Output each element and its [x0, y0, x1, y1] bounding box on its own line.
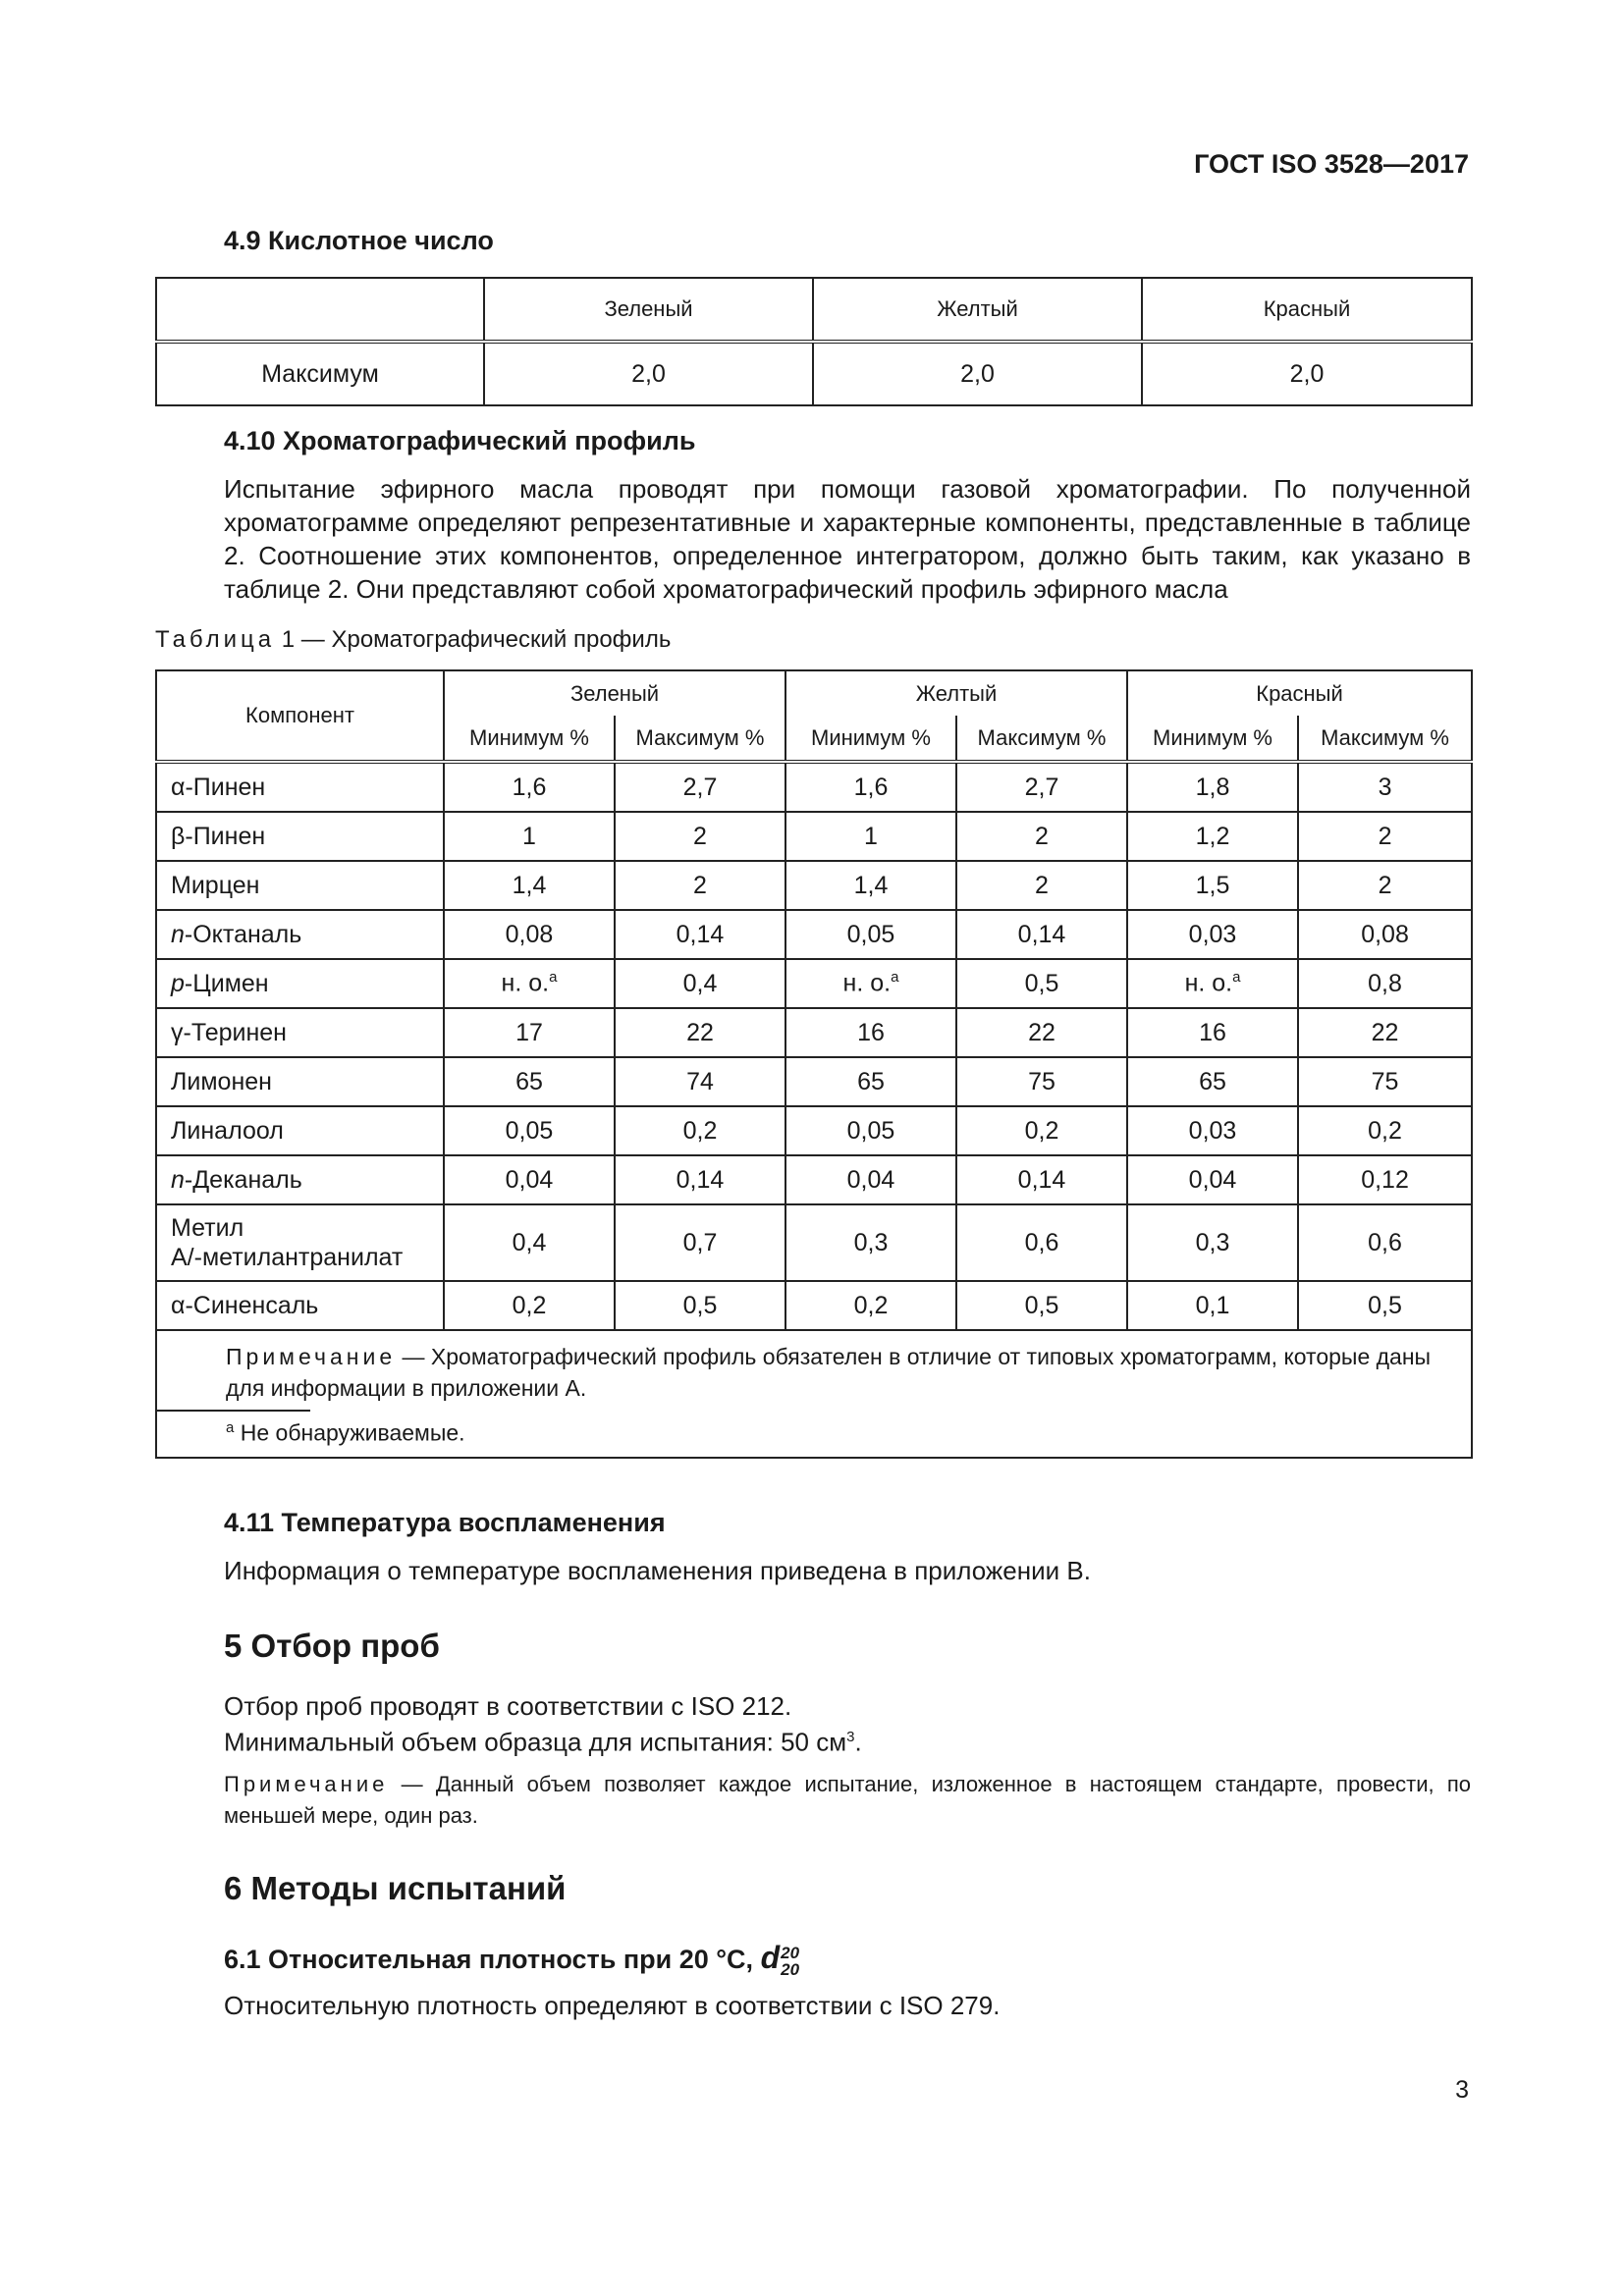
- table-cell: 0,04: [785, 1155, 956, 1204]
- table-cell: 0,12: [1298, 1155, 1472, 1204]
- note-text: — Хроматографический профиль обязателен в отличие от типовых хроматограмм, которые даны для информации в приложении А.: [226, 1344, 1432, 1401]
- note-text: — Данный объем позволяет каждое испытание, изложенное в настоящем стандарте, провести, по меньшей мере, один раз.: [224, 1772, 1471, 1828]
- section-6-title: 6 Методы испытаний: [224, 1870, 567, 1906]
- section-4-9-title: 4.9 Кислотное число: [224, 226, 494, 255]
- table-cell: 0,05: [785, 1106, 956, 1155]
- section-5-line-1: Отбор проб проводят в соответствии с ISO 212.: [224, 1691, 792, 1721]
- table-note-row: [156, 1330, 1472, 1412]
- table-cell: 1,6: [785, 762, 956, 812]
- table-cell: 65: [444, 1057, 615, 1106]
- group-header-red: Красный: [1127, 670, 1472, 716]
- table-cell: 0,03: [1127, 910, 1298, 959]
- note-label: Примечание: [224, 1772, 389, 1796]
- table-row: [156, 1281, 1472, 1330]
- table-cell: н. о.$^a$: [785, 959, 956, 1008]
- acid-number-table: [155, 277, 1473, 406]
- footnote-divider: [157, 1410, 310, 1412]
- table-cell: 2: [615, 861, 785, 910]
- table-cell: 2,0: [1142, 342, 1472, 405]
- table-footnote: [156, 1412, 1472, 1458]
- footnote-mark: a: [891, 969, 899, 987]
- table-cell: 2,7: [615, 762, 785, 812]
- name-prefix: n: [171, 920, 185, 948]
- group-header-green: Зеленый: [444, 670, 785, 716]
- table-row: [156, 861, 1472, 910]
- table-cell: 2: [1298, 812, 1472, 861]
- table-cell: 0,3: [785, 1204, 956, 1281]
- section-4-10-title: 4.10 Хроматографический профиль: [224, 426, 696, 455]
- name-line-1: Метил: [171, 1214, 244, 1242]
- table-cell: 0,14: [615, 910, 785, 959]
- table-header-cell: Красный: [1142, 278, 1472, 342]
- table-header-cell: Желтый: [813, 278, 1142, 342]
- footnote-text: Не обнаруживаемые.: [234, 1419, 465, 1446]
- footnote-mark: a: [549, 969, 558, 987]
- component-name: [156, 1155, 444, 1204]
- table-cell: 3: [1298, 762, 1472, 812]
- table-cell: 0,5: [956, 959, 1127, 1008]
- table-cell: 0,1: [1127, 1281, 1298, 1330]
- table-cell: 0,2: [444, 1281, 615, 1330]
- table-header-row: [156, 278, 1472, 342]
- table-footnote-row: [156, 1412, 1472, 1458]
- section-4-11-title: 4.11 Температура воспламенения: [224, 1508, 666, 1537]
- table-row: [156, 959, 1472, 1008]
- table-cell: 75: [1298, 1057, 1472, 1106]
- table-cell: 0,04: [1127, 1155, 1298, 1204]
- component-name: [156, 1204, 444, 1281]
- table-row: [156, 812, 1472, 861]
- name-prefix: p: [171, 969, 185, 997]
- table-header-row: [156, 670, 1472, 716]
- table-cell: 0,04: [444, 1155, 615, 1204]
- chromatographic-profile-table: [155, 669, 1473, 1459]
- document-id: ГОСТ ISO 3528—2017: [1194, 149, 1469, 179]
- table-cell: 1,4: [785, 861, 956, 910]
- table-cell: 2: [956, 861, 1127, 910]
- table-cell: 0,2: [785, 1281, 956, 1330]
- component-header: Компонент: [156, 670, 444, 762]
- table-cell: 2: [1298, 861, 1472, 910]
- table-row: [156, 910, 1472, 959]
- table-cell: 74: [615, 1057, 785, 1106]
- table-caption: [155, 626, 671, 654]
- table-cell: 1,6: [444, 762, 615, 812]
- table-row: [156, 762, 1472, 812]
- table-cell: 0,8: [1298, 959, 1472, 1008]
- section-4-10-paragraph: Испытание эфирного масла проводят при помощи газовой хроматографии. По полученной хроматограмме определяют репрезентативные и характерные компоненты, представленные в таблице 2. Соотношение этих компонентов, определенное интегратором, должно быть таким, как указано в таблице 2. Они представляют собой хроматографический профиль эфирного масла: [224, 474, 1471, 604]
- name-rest: -Цимен: [184, 969, 269, 997]
- table-cell: 1,2: [1127, 812, 1298, 861]
- name-prefix: n: [171, 1165, 185, 1194]
- section-6-1-title: 6.1 Относительная плотность при 20 °С, d 20 20: [224, 1940, 800, 1979]
- table-cell: 0,3: [1127, 1204, 1298, 1281]
- table-row: [156, 1008, 1472, 1057]
- table-cell: 16: [1127, 1008, 1298, 1057]
- subheader-cell: Минимум %: [1127, 716, 1298, 762]
- table-cell: 22: [615, 1008, 785, 1057]
- table-cell: 0,2: [956, 1106, 1127, 1155]
- table-cell: 0,14: [956, 1155, 1127, 1204]
- table-cell: 0,7: [615, 1204, 785, 1281]
- table-cell: 1: [444, 812, 615, 861]
- table-cell: 16: [785, 1008, 956, 1057]
- component-name: Лимонен: [156, 1057, 444, 1106]
- footnote-mark: a: [1232, 969, 1241, 987]
- table-cell: 0,2: [1298, 1106, 1472, 1155]
- table-header-cell: [156, 278, 484, 342]
- table-cell: 22: [956, 1008, 1127, 1057]
- unit-superscript: 3: [846, 1729, 855, 1745]
- component-name: [156, 959, 444, 1008]
- table-caption-text: 1 — Хроматографический профиль: [281, 626, 672, 653]
- table-cell: 0,6: [956, 1204, 1127, 1281]
- name-line-2: А/-метилантранилат: [171, 1244, 404, 1271]
- section-6-1-text: Относительную плотность определяют в соответствии с ISO 279.: [224, 1991, 1001, 2020]
- name-rest: -Октаналь: [184, 920, 302, 948]
- table-cell: 0,14: [615, 1155, 785, 1204]
- density-symbol: d 20 20: [760, 1940, 800, 1979]
- table-cell: 0,4: [615, 959, 785, 1008]
- table-cell: 0,5: [615, 1281, 785, 1330]
- table-cell: 2,0: [813, 342, 1142, 405]
- table-cell: 2: [956, 812, 1127, 861]
- table-cell: 1,8: [1127, 762, 1298, 812]
- table-cell: 0,5: [1298, 1281, 1472, 1330]
- table-row: [156, 342, 1472, 405]
- note-label: Примечание: [226, 1344, 397, 1369]
- table-cell: 0,14: [956, 910, 1127, 959]
- table-cell: 0,05: [444, 1106, 615, 1155]
- table-cell: 0,5: [956, 1281, 1127, 1330]
- table-cell: 0,05: [785, 910, 956, 959]
- component-name: β-Пинен: [156, 812, 444, 861]
- subheader-cell: Максимум %: [615, 716, 785, 762]
- section-5-note: [224, 1769, 1471, 1832]
- section-5-title: 5 Отбор проб: [224, 1628, 440, 1664]
- group-header-yellow: Желтый: [785, 670, 1127, 716]
- table-cell: 75: [956, 1057, 1127, 1106]
- table-cell: 0,2: [615, 1106, 785, 1155]
- table-cell: 0,4: [444, 1204, 615, 1281]
- table-cell: 0,03: [1127, 1106, 1298, 1155]
- section-5-line-2: Минимальный объем образца для испытания: 50 $см^3$.: [224, 1727, 862, 1757]
- table-cell: 0,6: [1298, 1204, 1472, 1281]
- page-number: 3: [1455, 2076, 1469, 2104]
- subheader-cell: Максимум %: [956, 716, 1127, 762]
- section-4-11-text: Информация о температуре воспламенения приведена в приложении В.: [224, 1556, 1091, 1585]
- table-cell: 0,08: [444, 910, 615, 959]
- component-name: α-Синенсаль: [156, 1281, 444, 1330]
- table-cell: 1: [785, 812, 956, 861]
- table-cell: 2,0: [484, 342, 813, 405]
- table-cell: 1,4: [444, 861, 615, 910]
- table-cell: 2,7: [956, 762, 1127, 812]
- component-name: γ-Теринен: [156, 1008, 444, 1057]
- subheader-cell: Максимум %: [1298, 716, 1472, 762]
- table-cell: 2: [615, 812, 785, 861]
- table-row: [156, 1106, 1472, 1155]
- component-name: α-Пинен: [156, 762, 444, 812]
- name-rest: -Деканаль: [184, 1165, 302, 1194]
- table-cell: 0,08: [1298, 910, 1472, 959]
- table-header-cell: Зеленый: [484, 278, 813, 342]
- component-name: Линалоол: [156, 1106, 444, 1155]
- table-row: [156, 1204, 1472, 1281]
- subheader-cell: Минимум %: [785, 716, 956, 762]
- table-cell: Максимум: [156, 342, 484, 405]
- table-cell: 17: [444, 1008, 615, 1057]
- table-caption-label: Таблица: [155, 626, 276, 653]
- table-cell: 65: [785, 1057, 956, 1106]
- table-cell: н. о.$^a$: [1127, 959, 1298, 1008]
- table-row: [156, 1155, 1472, 1204]
- footnote-mark: a: [226, 1419, 235, 1437]
- table-row: [156, 1057, 1472, 1106]
- table-note: [156, 1330, 1472, 1412]
- component-name: Мирцен: [156, 861, 444, 910]
- component-name: [156, 910, 444, 959]
- subheader-cell: Минимум %: [444, 716, 615, 762]
- table-cell: 65: [1127, 1057, 1298, 1106]
- table-cell: н. о.$^a$: [444, 959, 615, 1008]
- table-cell: 1,5: [1127, 861, 1298, 910]
- table-cell: 22: [1298, 1008, 1472, 1057]
